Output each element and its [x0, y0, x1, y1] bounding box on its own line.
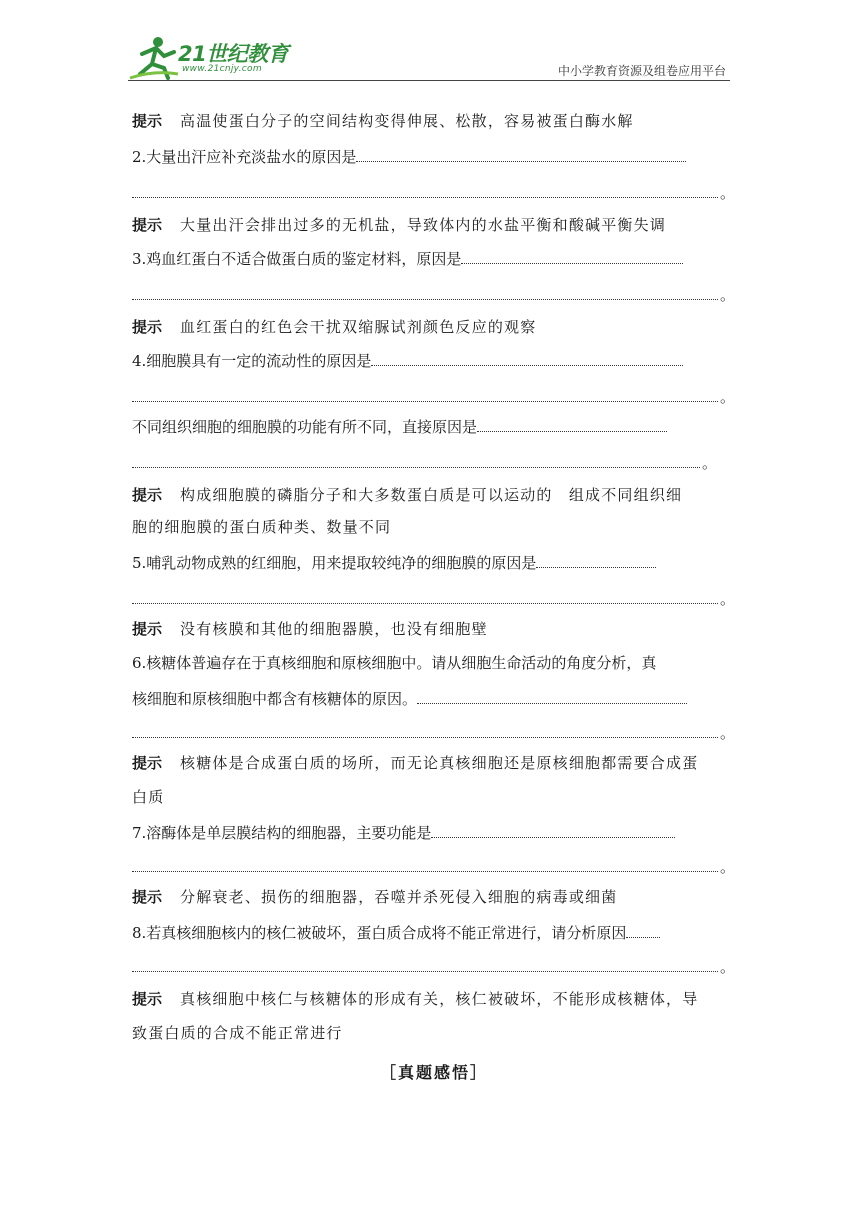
- question-4: [132, 350, 683, 372]
- answer-line: 。: [132, 722, 735, 744]
- hint-text: 白质: [132, 788, 165, 806]
- hint-label: 提示: [132, 754, 163, 772]
- question-text: 4.细胞膜具有一定的流动性的原因是: [132, 352, 372, 370]
- answer-blank[interactable]: [132, 857, 718, 872]
- answer-blank[interactable]: [132, 183, 718, 198]
- answer-blank[interactable]: [461, 249, 683, 264]
- question-7: [132, 822, 675, 844]
- answer-line: 。: [132, 588, 735, 610]
- hint-label: 提示: [132, 888, 163, 906]
- question-2: [132, 146, 686, 168]
- hint-text: 致蛋白质的合成不能正常进行: [132, 1024, 343, 1042]
- question-text: 核细胞和原核细胞中都含有核糖体的原因。: [132, 690, 418, 708]
- hint-text: 没有核膜和其他的细胞器膜，也没有细胞壁: [180, 620, 488, 638]
- answer-line: 。: [132, 182, 735, 204]
- question-text: 不同组织细胞的细胞膜的功能有所不同，直接原因是: [132, 418, 478, 436]
- page-header: [0, 0, 860, 90]
- hint-label: 提示: [132, 318, 163, 336]
- answer-line: 。: [132, 956, 735, 978]
- answer-blank[interactable]: [536, 553, 656, 568]
- hint-8: [132, 988, 698, 1010]
- hint-label: 提示: [132, 216, 163, 234]
- answer-blank[interactable]: [356, 147, 686, 162]
- hint-4: [132, 484, 682, 506]
- answer-line: 。: [132, 856, 735, 878]
- question-text: 6.核糖体普遍存在于真核细胞和原核细胞中。请从细胞生命活动的角度分析，真: [132, 654, 657, 672]
- runner-logo-icon: [128, 34, 180, 80]
- platform-caption: 中小学教育资源及组卷应用平台: [557, 64, 726, 78]
- hint-2: [132, 214, 666, 236]
- question-text: 5.哺乳动物成熟的红细胞，用来提取较纯净的细胞膜的原因是: [132, 554, 537, 572]
- section-title: ［真题感悟］: [380, 1063, 489, 1082]
- hint-4-cont: [132, 516, 391, 538]
- answer-blank[interactable]: [132, 285, 718, 300]
- hint-6-cont: [132, 786, 164, 808]
- question-8: [132, 922, 660, 944]
- question-4b: [132, 416, 667, 438]
- logo-url: www.21cnjy.com: [182, 64, 262, 74]
- question-text: 3.鸡血红蛋白不适合做蛋白质的鉴定材料，原因是: [132, 250, 462, 268]
- question-text: 2.大量出汗应补充淡盐水的原因是: [132, 148, 357, 166]
- logo-text: 21世纪教育: [178, 42, 289, 66]
- answer-blank[interactable]: [431, 823, 675, 838]
- answer-blank[interactable]: [371, 351, 683, 366]
- answer-blank[interactable]: [626, 923, 660, 938]
- hint-1: [132, 110, 634, 132]
- hint-text: 大量出汗会排出过多的无机盐，导致体内的水盐平衡和酸碱平衡失调: [180, 216, 667, 234]
- question-6-cont: [132, 688, 687, 710]
- hint-3: [132, 316, 536, 338]
- question-3: [132, 248, 683, 270]
- answer-blank[interactable]: [132, 387, 718, 402]
- hint-6: [132, 752, 698, 774]
- hint-label: 提示: [132, 990, 163, 1008]
- hint-label: 提示: [132, 620, 163, 638]
- hint-8-cont: [132, 1022, 343, 1044]
- answer-line: 。: [132, 284, 735, 306]
- hint-text: 核糖体是合成蛋白质的场所，而无论真核细胞还是原核细胞都需要合成蛋: [180, 754, 699, 772]
- hint-label: 提示: [132, 486, 163, 504]
- header-divider: [128, 80, 730, 81]
- hint-text: 分解衰老、损伤的细胞器，吞噬并杀死侵入细胞的病毒或细菌: [180, 888, 618, 906]
- hint-label: 提示: [132, 112, 163, 130]
- hint-text: 真核细胞中核仁与核糖体的形成有关，核仁被破坏，不能形成核糖体，导: [180, 990, 699, 1008]
- hint-text: 高温使蛋白分子的空间结构变得伸展、松散，容易被蛋白酶水解: [180, 112, 634, 130]
- answer-blank[interactable]: [477, 417, 667, 432]
- answer-blank[interactable]: [132, 453, 700, 468]
- answer-blank[interactable]: [132, 589, 718, 604]
- answer-blank[interactable]: [132, 723, 718, 738]
- hint-text: 胞的细胞膜的蛋白质种类、数量不同: [132, 518, 392, 536]
- answer-line: 。: [132, 386, 735, 408]
- answer-blank[interactable]: [417, 689, 687, 704]
- hint-text: 血红蛋白的红色会干扰双缩脲试剂颜色反应的观察: [180, 318, 537, 336]
- answer-line: 。: [132, 452, 717, 474]
- question-text: 8.若真核细胞核内的核仁被破坏，蛋白质合成将不能正常进行，请分析原因: [132, 924, 627, 942]
- question-5: [132, 552, 656, 574]
- logo: [128, 34, 298, 82]
- hint-text: 构成细胞膜的磷脂分子和大多数蛋白质是可以运动的 组成不同组织细: [180, 486, 683, 504]
- hint-7: [132, 886, 617, 908]
- hint-5: [132, 618, 488, 640]
- question-6: [132, 652, 656, 674]
- answer-blank[interactable]: [132, 957, 718, 972]
- question-text: 7.溶酶体是单层膜结构的细胞器，主要功能是: [132, 824, 432, 842]
